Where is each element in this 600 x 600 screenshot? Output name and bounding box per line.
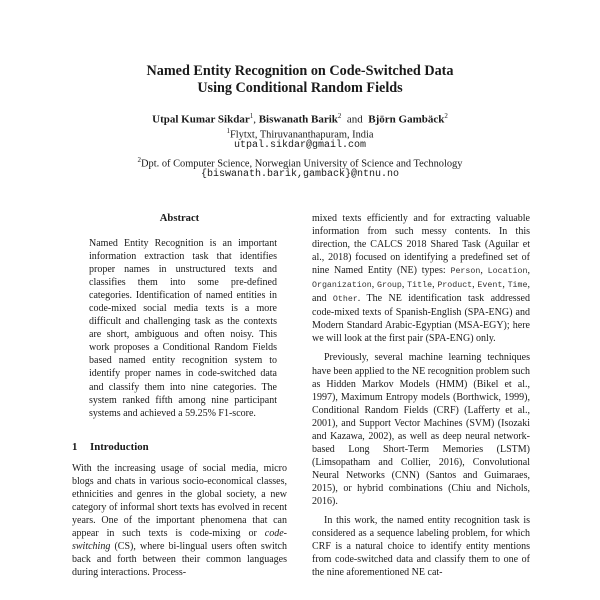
affiliation-mark: 2 <box>137 156 142 164</box>
intro-text: With the increasing usage of social media, micro blogs and chats in various socio-economical classes, ethnicities and genres in the global society, a new category of informal short texts has evolved in recent years. One of the important phenomena that can appear in such texts is code-mixing or <box>72 462 287 539</box>
author-affiliation-mark: 1 <box>249 112 254 120</box>
intro-text: (CS), where bi-lingual users often switch back and forth between their common languages during interactions. Process- <box>72 540 287 579</box>
author-and: and <box>346 113 363 126</box>
title-line-2: Using Conditional Random Fields <box>197 80 403 96</box>
affiliation-1-email[interactable]: utpal.sikdar@gmail.com <box>233 140 367 151</box>
title-line-1: Named Entity Recognition on Code-Switched Data <box>146 63 454 79</box>
affiliation-text: Dpt. of Computer Science, Norwegian University of Science and Technology <box>141 158 463 170</box>
body-text: mixed texts efficiently and for extracting valuable information from such messy contents. In this direction, the CALCS 2018 Shared Task (Aguilar et al., 2018) focused on identifying a predefined set of nine Named Entity (NE) types: <box>312 213 530 277</box>
author-affiliation-mark: 2 <box>444 112 448 120</box>
right-paragraph-1: mixed texts efficiently and for extracting valuable information from such messy contents. In this direction, the CALCS 2018 Shared Task (Aguilar et al., 2018) focused on identifying a predefined set of nine Named Entity (NE) types: Person, Location, Organization, Group, Title, Product, Event, Time, and Other. The NE identification task addressed code-mixed texts of Spanish-English (SPA-ENG) and Modern Standard Arabic-Egyptian (MSA-EGY); here we will look at the first pair (SPA-ENG) only. <box>312 213 530 345</box>
affiliation-mark: 1 <box>226 127 230 135</box>
ne-type: Group <box>377 281 402 291</box>
affiliation-text: Flytxt, Thiruvananthapuram, India <box>229 129 374 141</box>
section-heading-introduction <box>72 440 287 454</box>
left-column <box>72 212 287 579</box>
abstract-heading: Abstract <box>159 213 200 224</box>
author-name: Björn Gambäck <box>368 113 445 126</box>
ne-and: and <box>312 293 327 305</box>
section-title: Introduction <box>90 440 149 453</box>
right-column <box>312 212 530 579</box>
ne-type: Location <box>487 267 528 277</box>
paper-title <box>0 63 600 97</box>
ne-type: Person <box>450 267 481 277</box>
affiliation-2-email[interactable]: {biswanath.barik,gamback}@ntnu.no <box>200 169 400 180</box>
ne-type: Organization <box>312 281 372 291</box>
right-paragraph-2: Previously, several machine learning techniques have been applied to the NE recognition problem such as Hidden Markov Models (HMM) (Bikel et al., 1997), Maximum Entropy models (Borthwick, 1999), Conditional Random Fields (CRF) (Lafferty et al., 2001), and Support Vector Machines (SVM) (Isozaki and Kazawa, 2002), as well as deep neural network-based Long Short-Term Memories (LSTM) (Limsopatham and Collier, 2016), Convolutional Neural Networks (CNN) (Santos and Guimaraes, 2015), or hybrid combinations (Chiu and Nichols, 2016). <box>312 352 530 507</box>
introduction-paragraph <box>72 462 287 579</box>
author-separator: , <box>253 113 256 126</box>
ne-type: Product <box>437 281 473 291</box>
ne-type: Other <box>332 295 358 305</box>
body-text: . The NE identification task addressed code-mixed texts of Spanish-English (SPA-ENG) and Modern Standard Arabic-Egyptian (MSA-EGY); here we will look at the first pair (SPA-ENG) only. <box>312 293 530 345</box>
right-paragraph-3: In this work, the named entity recognition task is considered as a sequence labeling problem, for which CRF is a natural choice to identify entity mentions from code-switched data and classify them to one of the nine aforementioned NE cat- <box>312 515 530 579</box>
ne-type: Event <box>477 281 503 291</box>
ne-type: Title <box>407 281 433 291</box>
author-name: Utpal Kumar Sikdar <box>152 113 250 126</box>
author-name: Biswanath Barik <box>258 113 338 126</box>
ne-type: Time <box>507 281 528 291</box>
author-affiliation-mark: 2 <box>337 112 342 120</box>
abstract-text: Named Entity Recognition is an important information extraction task that identifies proper names in unstructured texts and classifies them into some pre-defined categories. Identification of named entities in code-mixed social media texts is a more difficult and challenging task as the contexts are short, ambiguous and often noisy. This work proposes a Conditional Random Fields based named entity recognition system to identify proper names in code-switched data and classify them into nine categories. The system ranked fifth among nine participant systems and achieved a 59.25% F1-score. <box>89 238 277 419</box>
section-number: 1 <box>72 440 78 453</box>
intro-emphasis: code-switching <box>72 527 287 552</box>
